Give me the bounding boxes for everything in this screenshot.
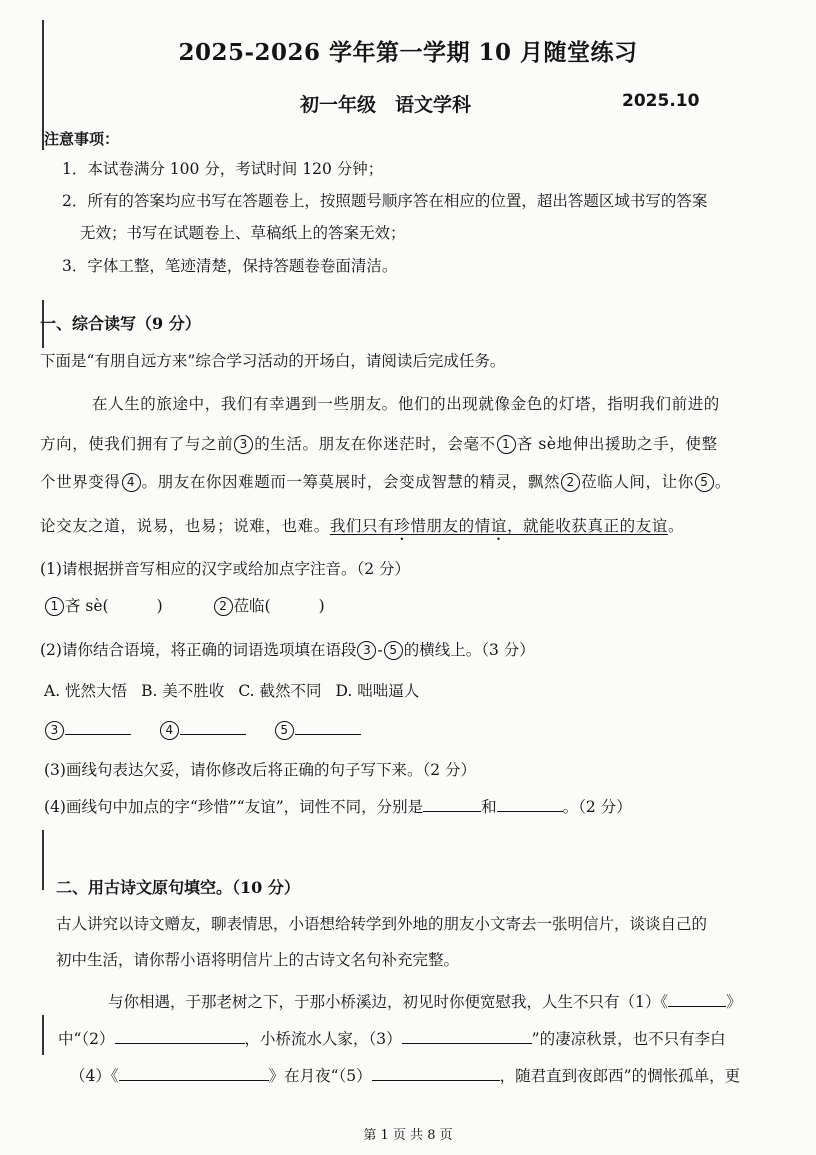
circled-number: 5 <box>275 721 294 740</box>
passage-line: 个世界变得 4 。朋友在你因难题而一筹莫展时，会变成智慧的精灵，飘然 2 莅临人间，让你 5 。 <box>40 473 731 491</box>
notice-item: 2．所有的答案均应书写在答题卷上，按照题号顺序答在相应的位置，超出答题区域书写的答案 <box>62 192 708 210</box>
notice-item: 3．字体工整，笔迹清楚，保持答题卷卷面清洁。 <box>62 257 398 275</box>
question-1: (1)请根据拼音写相应的汉字或给加点字注音。（2 分） <box>40 560 410 578</box>
notice-item: 1．本试卷满分 100 分，考试时间 120 分钟； <box>62 160 384 178</box>
circled-number: 2 <box>214 597 233 616</box>
notice-item: 无效；书写在试题卷上、草稿纸上的答案无效； <box>80 224 406 242</box>
answer-blank <box>402 1028 532 1045</box>
page-subtitle: 初一年级 语文学科 <box>300 94 472 116</box>
postcard-line: 与你相遇，于那老树之下，于那小桥溪边，初见时你便宽慰我，人生不只有（1）《 》 <box>108 990 742 1012</box>
question-1-items: 1 吝 sè( ) 2 莅临( ) <box>44 594 325 616</box>
section-2-intro: 初中生活，请你帮小语将明信片上的古诗文名句补充完整。 <box>56 951 460 969</box>
postcard-line: （4）《 》在月夜“（5） ，随君直到夜郎西”的惆怅孤单，更 <box>70 1064 740 1086</box>
answer-blank <box>115 1028 245 1045</box>
section-1-intro: 下面是“有朋自远方来”综合学习活动的开场白，请阅读后完成任务。 <box>40 352 506 370</box>
answer-blank <box>65 718 131 735</box>
circled-number: 5 <box>384 641 403 660</box>
circled-number: 3 <box>357 641 376 660</box>
page-number: 第 1 页 共 8 页 <box>363 1128 453 1143</box>
underlined-sentence: 我们只有珍惜朋友的情谊，就能收获真正的友谊 <box>329 517 668 535</box>
answer-blank <box>497 796 563 813</box>
answer-blank <box>295 718 361 735</box>
passage-line: 在人生的旅途中，我们有幸遇到一些朋友。他们的出现就像金色的灯塔，指明我们前进的 <box>92 395 720 413</box>
circled-number: 5 <box>695 473 714 492</box>
option-a: A. 恍然大悟 <box>44 682 128 700</box>
circled-number: 3 <box>45 721 64 740</box>
circled-number: 3 <box>234 435 253 454</box>
section-1-heading: 一、综合读写（9 分） <box>40 314 201 333</box>
answer-blank <box>668 991 726 1008</box>
passage-line: 论交友之道，说易，也易；说难，也难。我们只有珍惜朋友的情谊，就能收获真正的友谊。 <box>40 517 685 535</box>
postcard-line: 中“（2） ，小桥流水人家，（3） ”的凄凉秋景，也不只有李白 <box>58 1027 726 1049</box>
question-3: (3)画线句表达欠妥，请你修改后将正确的句子写下来。（2 分） <box>44 761 476 779</box>
question-4: (4)画线句中加点的字“珍惜”“友谊”，词性不同，分别是 和 。（2 分） <box>44 795 632 817</box>
question-2-options <box>44 679 433 701</box>
circled-number: 1 <box>497 435 516 454</box>
circled-number: 4 <box>122 473 141 492</box>
option-b: B. 美不胜收 <box>141 682 225 700</box>
binding-line <box>42 830 44 890</box>
passage-line: 方向，使我们拥有了与之前 3 的生活。朋友在你迷茫时，会毫不 1 吝 sè地伸出援助之手，使整 <box>40 435 718 453</box>
section-2-intro: 古人讲究以诗文赠友，聊表情思，小语想给转学到外地的朋友小文寄去一张明信片，谈谈自己的 <box>56 915 708 933</box>
notice-heading: 注意事项： <box>44 130 120 148</box>
circled-number: 1 <box>45 597 64 616</box>
binding-line <box>42 1015 44 1055</box>
exam-date: 2025.10 <box>622 91 700 111</box>
section-2-heading: 二、用古诗文原句填空。（10 分） <box>56 878 300 897</box>
question-2-blanks <box>44 718 361 740</box>
option-d: D. 咄咄逼人 <box>335 682 420 700</box>
answer-blank <box>423 796 481 813</box>
question-2: (2)请你结合语境，将正确的词语选项填在语段 3 - 5 的横线上。（3 分） <box>40 641 535 659</box>
answer-blank <box>180 718 246 735</box>
circled-number: 4 <box>160 721 179 740</box>
option-c: C. 截然不同 <box>238 682 322 700</box>
page-title: 2025-2026 学年第一学期 10 月随堂练习 <box>178 39 638 66</box>
answer-blank <box>372 1065 500 1082</box>
answer-blank <box>119 1065 269 1082</box>
circled-number: 2 <box>561 473 580 492</box>
